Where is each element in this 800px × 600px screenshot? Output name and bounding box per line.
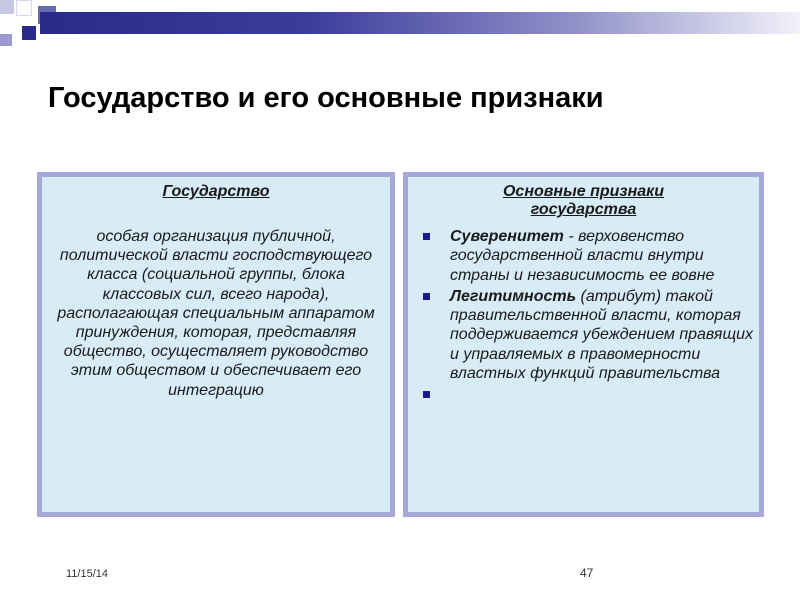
feature-term: Суверенитет xyxy=(450,228,564,245)
features-heading xyxy=(408,183,759,219)
square-bullet-icon xyxy=(423,293,430,300)
list-item xyxy=(416,227,753,285)
feature-description: - верховенство государственной власти внутри страны и независимость ее вовне xyxy=(450,228,715,284)
definition-heading: Государство xyxy=(162,183,270,200)
list-item-empty xyxy=(416,385,753,405)
features-heading-line1: Основные признаки xyxy=(502,183,665,200)
decor-square-4 xyxy=(22,26,36,40)
decor-square-1 xyxy=(0,0,14,14)
square-bullet-icon xyxy=(423,233,430,240)
decor-square-5 xyxy=(0,34,12,46)
definition-text: особая организация публичной, политической власти господствующего класса (социальной группы, блока классовых сил, всего народа), располагающая специальным аппаратом принуждения, которая, представляя общество, осуществляет руководство этим обществом и обеспечивает его интеграцию xyxy=(57,228,375,399)
feature-description: (атрибут) такой правительственной власти, которая поддерживается убеждением правящих и управляемых в правомерности властных функций правительства xyxy=(450,287,753,383)
header-gradient-bar xyxy=(40,12,800,34)
list-item xyxy=(416,287,753,383)
definition-panel xyxy=(37,172,395,517)
features-list xyxy=(416,227,753,405)
feature-term: Легитимность xyxy=(450,287,577,305)
features-panel xyxy=(403,172,764,517)
square-bullet-icon xyxy=(423,391,430,398)
page-number: 47 xyxy=(580,566,594,580)
features-heading-line2: государства xyxy=(530,201,637,218)
slide-title: Государство и его основные признаки xyxy=(48,82,604,114)
footer-date: 11/15/14 xyxy=(66,568,109,580)
decor-square-2 xyxy=(16,0,32,16)
